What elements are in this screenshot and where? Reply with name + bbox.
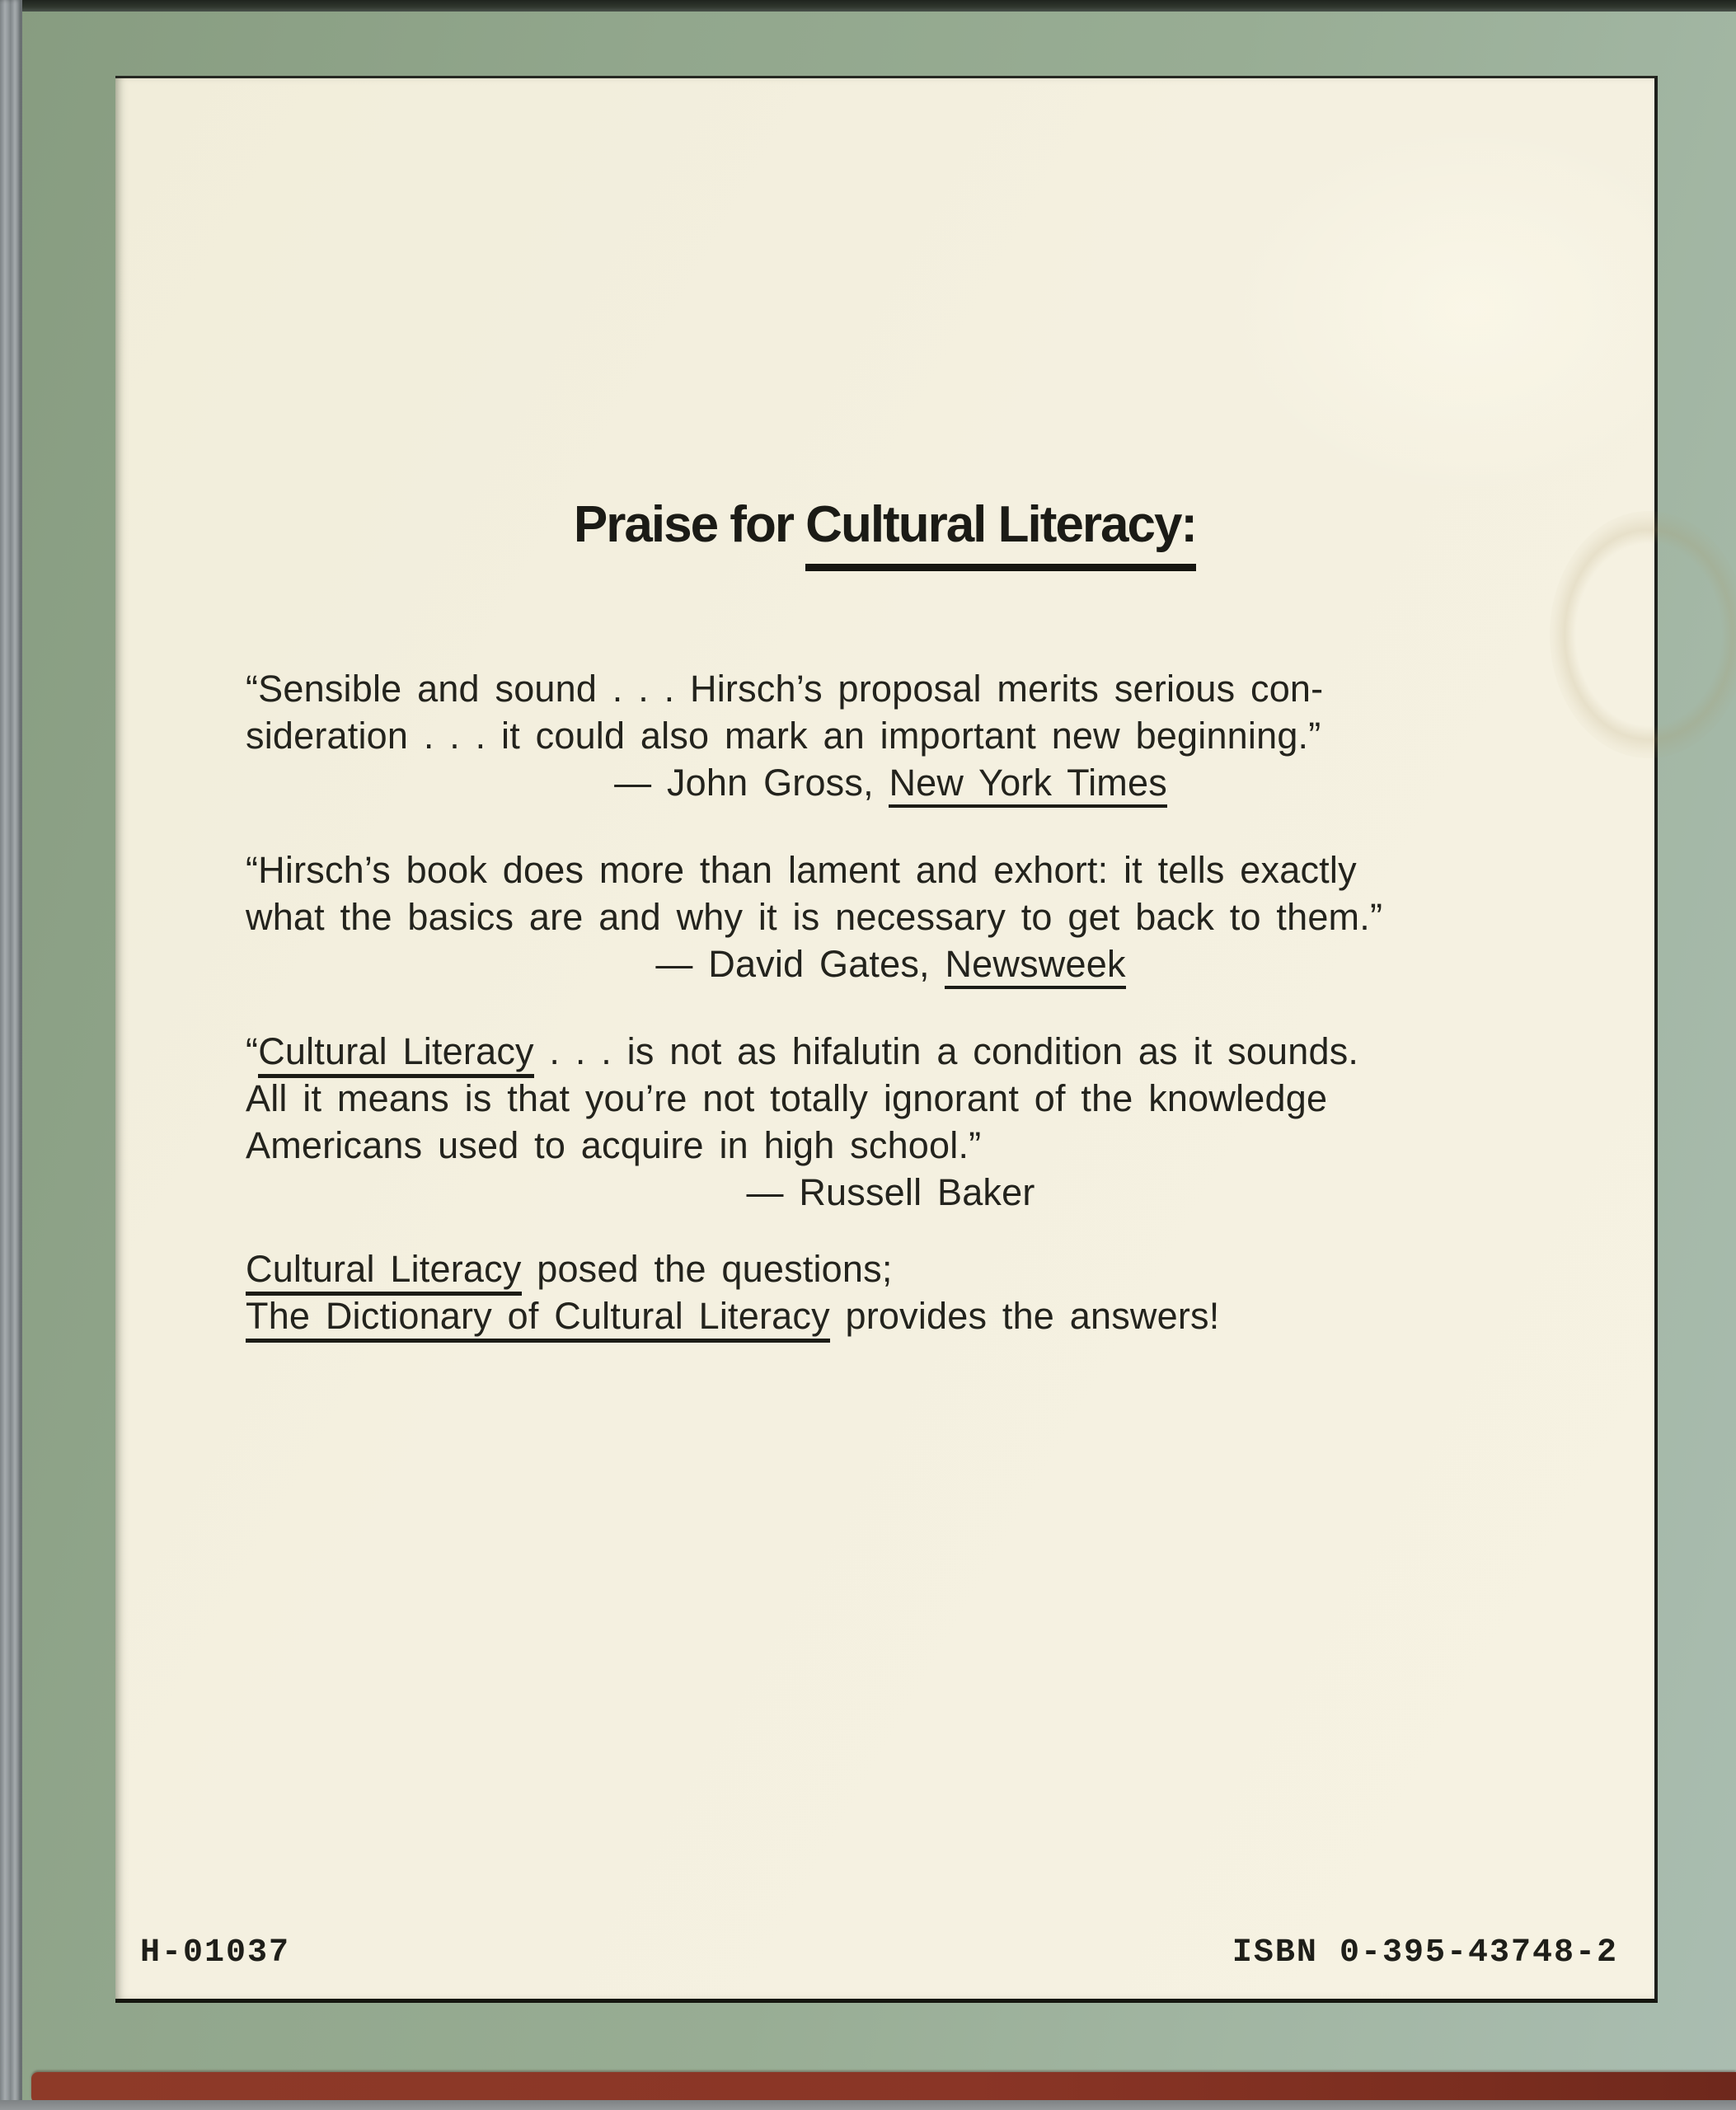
quote-attribution [246, 940, 1536, 987]
quote-newsweek [246, 846, 1536, 987]
closing-rest-1: posed the questions; [521, 1248, 893, 1290]
back-cover-panel [115, 76, 1658, 2003]
quote-attribution [246, 1169, 1536, 1216]
attribution-name: — Russell Baker [746, 1171, 1035, 1213]
open-quote-mark: “ [246, 1030, 259, 1072]
quote-line: “Sensible and sound . . . Hirsch’s proposal merits serious con- [246, 668, 1324, 710]
scan-bottom-shadow [0, 2100, 1736, 2110]
praise-heading-underlined-title: Cultural Literacy: [805, 496, 1196, 571]
bottom-codes-row [140, 1934, 1618, 1972]
closing-underlined-title-2: The Dictionary of Cultural Literacy [246, 1295, 830, 1343]
attribution-source-underlined: New York Times [889, 762, 1166, 808]
quote-line [246, 1028, 1536, 1075]
book-top-edge [0, 0, 1736, 12]
quote-new-york-times [246, 665, 1536, 806]
quote-russell-baker [246, 1028, 1536, 1216]
quote-attribution [246, 759, 1536, 806]
closing-rest-2: provides the answers! [829, 1295, 1220, 1337]
book-board-bottom-edge [31, 2072, 1736, 2103]
quote-underlined-book-title: Cultural Literacy [258, 1030, 534, 1078]
quote-line: Americans used to acquire in high school.” [246, 1124, 982, 1166]
closing-line [246, 1245, 1565, 1292]
attribution-name: — David Gates, [655, 943, 945, 985]
closing-line [246, 1292, 1565, 1339]
closing-tagline [246, 1245, 1565, 1339]
attribution-source-underlined: Newsweek [945, 943, 1125, 989]
praise-heading-prefix: Praise for [573, 496, 806, 553]
book-spine-page-edge [0, 0, 22, 2110]
jacket-stock-code: H-01037 [140, 1934, 291, 1972]
isbn-code: ISBN 0-395-43748-2 [1232, 1934, 1618, 1972]
quote-line: “Hirsch’s book does more than lament and exhort: it tells exactly [246, 849, 1357, 891]
praise-heading [115, 495, 1654, 554]
quote-line: All it means is that you’re not totally ignorant of the knowledge [246, 1077, 1328, 1119]
closing-underlined-title-1: Cultural Literacy [246, 1248, 522, 1296]
quote-line: what the basics are and why it is necessary to get back to them.” [246, 896, 1383, 938]
quote-line-rest: . . . is not as hifalutin a condition as it sounds. [533, 1030, 1359, 1072]
quote-line: sideration . . . it could also mark an important new beginning.” [246, 715, 1321, 757]
attribution-name: — John Gross, [614, 762, 889, 804]
